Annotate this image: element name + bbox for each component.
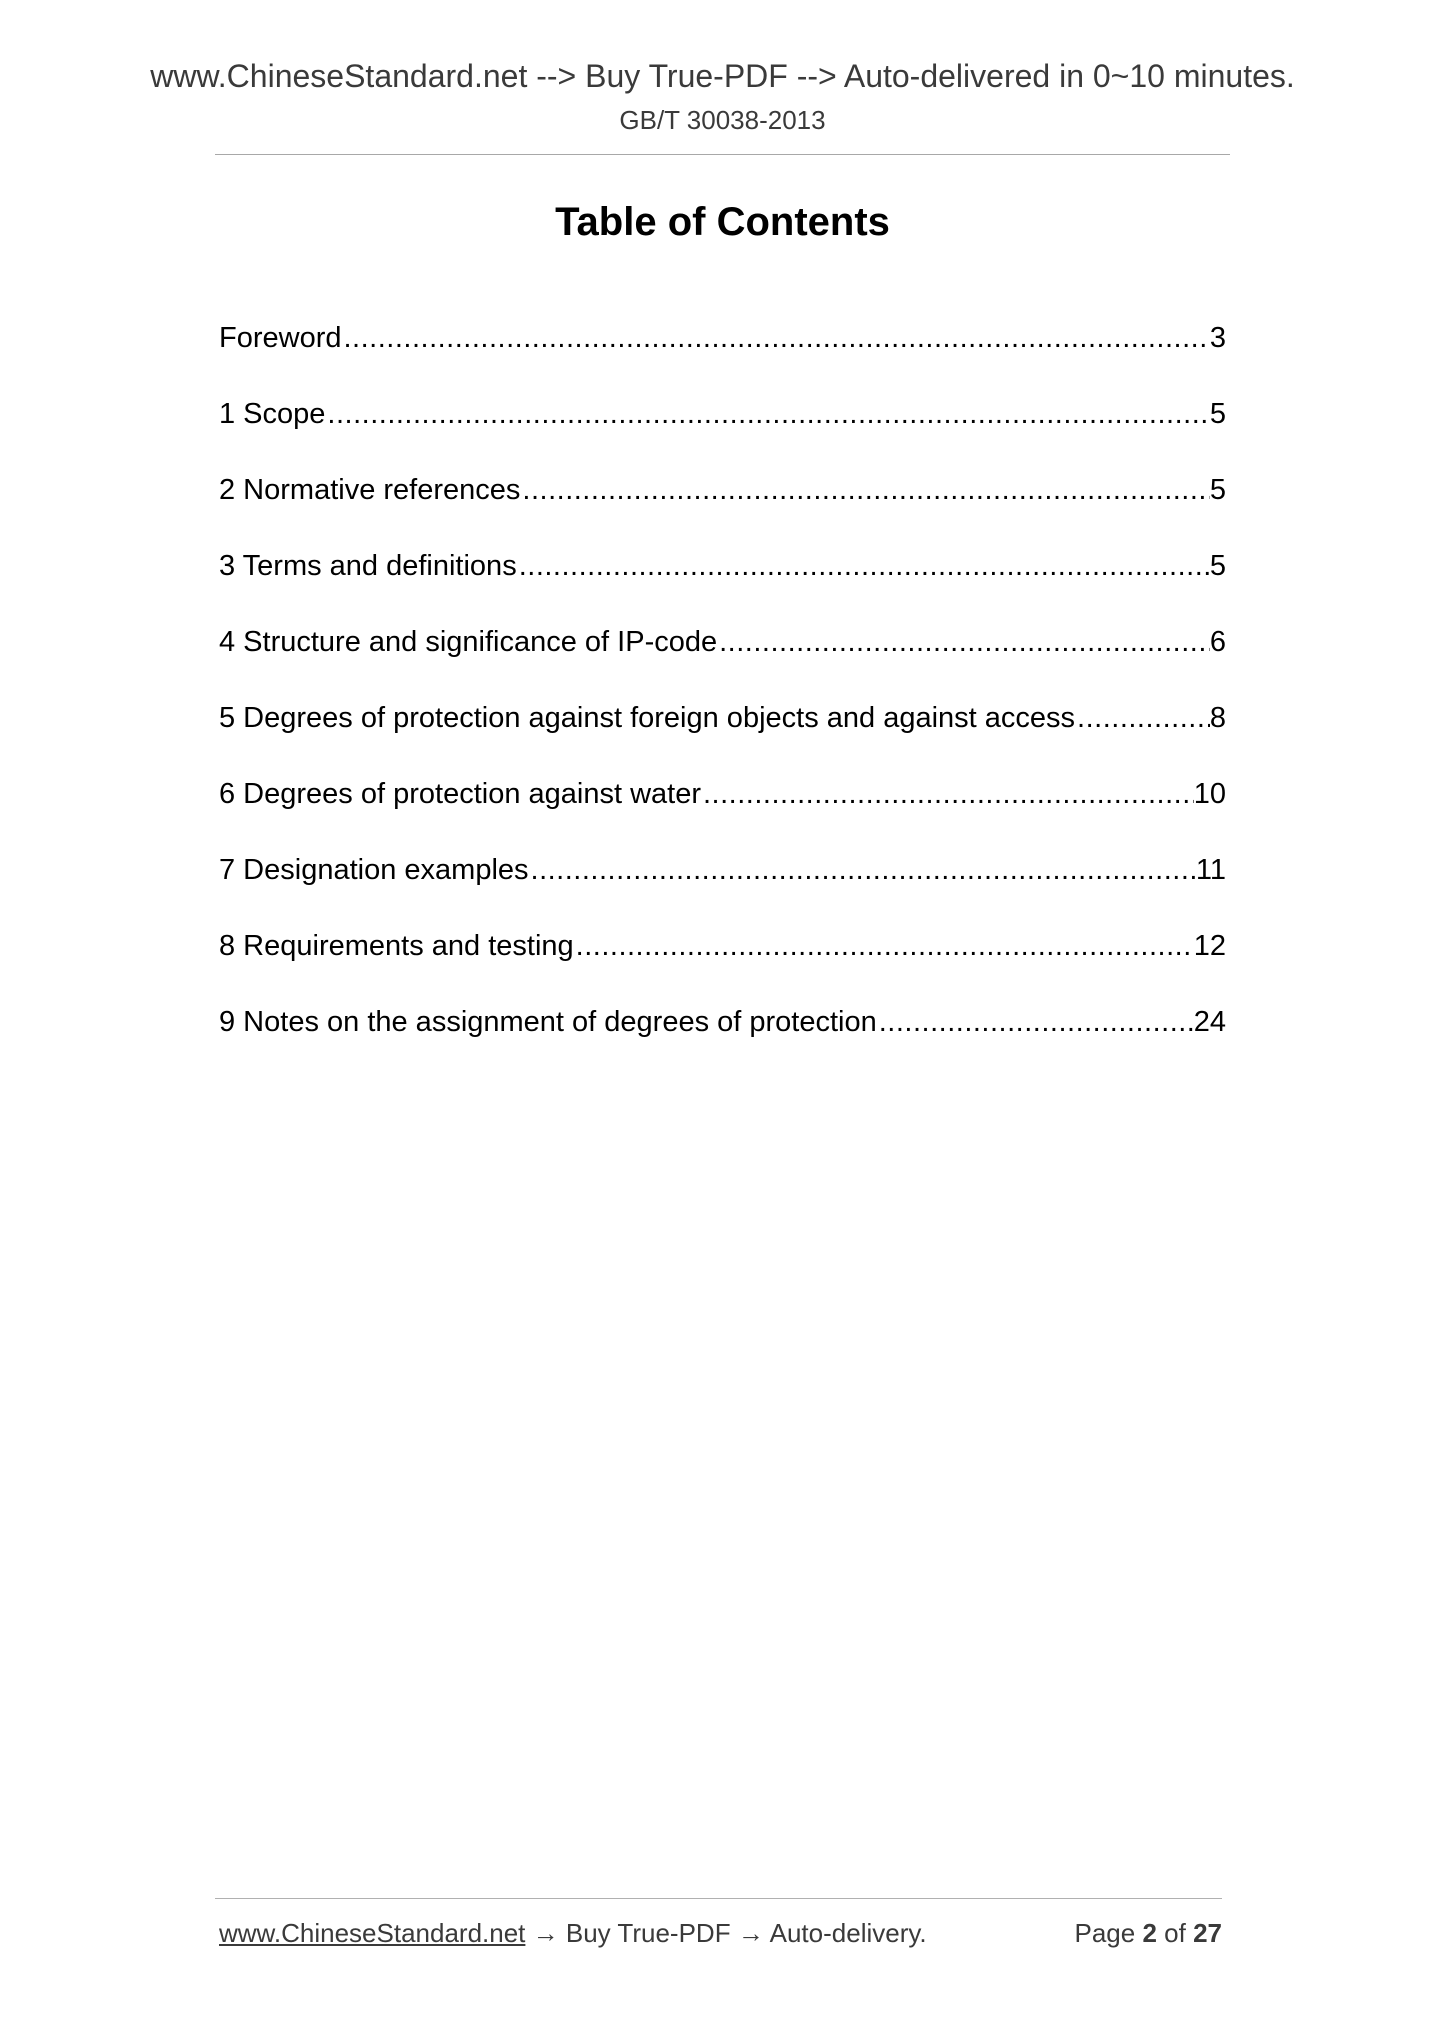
header-divider [215,154,1230,155]
arrow-right-icon: → [737,1918,764,1948]
arrow-right-icon: → [532,1918,559,1948]
toc-entry-protection-water[interactable] [219,774,1226,850]
page-number [1074,1915,1222,1951]
toc-entry-foreword[interactable] [219,318,1226,394]
toc-list [219,318,1226,1078]
header-banner: www.ChineseStandard.net --> Buy True-PDF --> Auto-delivered in 0~10 minutes. [150,58,1295,94]
toc-entry-structure-ip-code[interactable] [219,622,1226,698]
toc-dot-leader [325,394,1209,434]
footer-delivery-text: Auto-delivery. [769,1918,927,1948]
toc-entry-page: 6 [1209,626,1226,658]
toc-entry-notes-assignment[interactable] [219,1002,1226,1078]
toc-dot-leader [701,774,1194,814]
toc-entry-label: 4 Structure and significance of IP-code [219,626,718,658]
toc-entry-label: 8 Requirements and testing [219,930,574,962]
toc-dot-leader [877,1002,1194,1042]
toc-entry-protection-foreign-objects[interactable] [219,698,1226,774]
footer-site-link[interactable]: www.ChineseStandard.net [219,1918,526,1948]
footer-buy-text: Buy True-PDF [565,1918,731,1948]
toc-dot-leader [342,318,1210,358]
page-title: Table of Contents [555,200,890,244]
toc-entry-requirements-testing[interactable] [219,926,1226,1002]
toc-entry-label: 1 Scope [219,398,326,430]
toc-entry-label: 9 Notes on the assignment of degrees of protection [219,1006,877,1038]
toc-entry-label: 5 Degrees of protection against foreign objects and against access [219,702,1076,734]
page-of: of [1164,1918,1186,1948]
toc-entry-scope[interactable] [219,394,1226,470]
toc-entry-page: 5 [1209,398,1226,430]
toc-entry-label: 2 Normative references [219,474,521,506]
toc-entry-page: 3 [1209,322,1226,354]
page-footer [219,1915,1222,1955]
toc-entry-label: 6 Degrees of protection against water [219,778,701,810]
page-current: 2 [1142,1918,1157,1948]
toc-dot-leader [529,850,1196,890]
toc-entry-page: 10 [1193,778,1226,810]
toc-entry-label: 3 Terms and definitions [219,550,517,582]
toc-entry-page: 12 [1193,930,1226,962]
toc-entry-page: 24 [1193,1006,1226,1038]
toc-entry-page: 8 [1209,702,1226,734]
toc-entry-terms-and-definitions[interactable] [219,546,1226,622]
toc-entry-page: 11 [1195,854,1226,886]
toc-dot-leader [1075,698,1210,738]
toc-dot-leader [574,926,1194,966]
page-prefix: Page [1074,1918,1136,1948]
toc-entry-label: 7 Designation examples [219,854,529,886]
standard-code: GB/T 30038-2013 [619,105,826,135]
toc-dot-leader [517,546,1210,586]
toc-entry-designation-examples[interactable] [219,850,1226,926]
toc-entry-page: 5 [1209,474,1226,506]
page-total: 27 [1193,1918,1222,1948]
toc-entry-label: Foreword [219,322,342,354]
toc-dot-leader [717,622,1210,662]
toc-entry-page: 5 [1209,550,1226,582]
footer-promo [219,1915,927,1951]
toc-dot-leader [520,470,1209,510]
toc-entry-normative-references[interactable] [219,470,1226,546]
footer-divider [215,1898,1222,1899]
